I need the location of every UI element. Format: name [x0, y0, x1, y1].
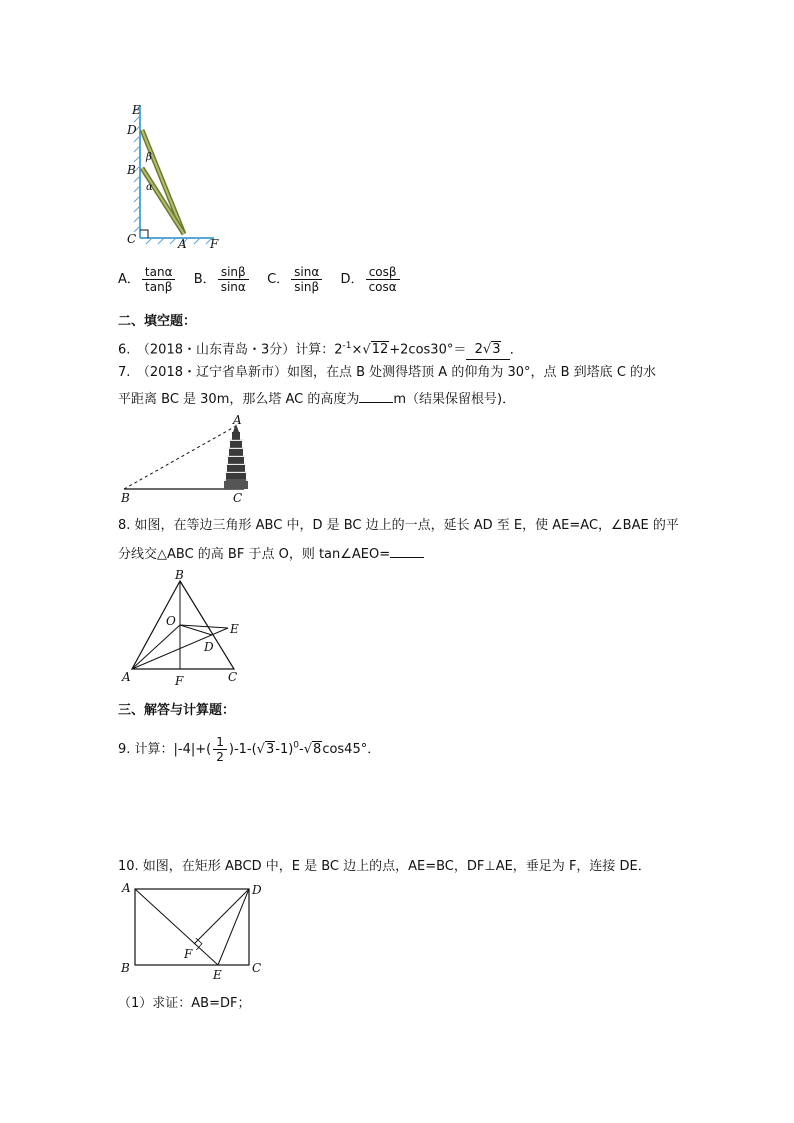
question-10: 10. 如图，在矩形 ABCD 中，E 是 BC 边上的点，AE=BC，DF⊥AE，垂足为 F，连接 DE． — [118, 859, 651, 874]
question-9: 9. 计算：|-4|+( $\frac{1}{2}$ )$-1-(√3-1)^0-√8\cos 45^\circ$． — [118, 735, 381, 764]
option-a[interactable]: A． $\frac{\tan\alpha}{\tan\beta}$ — [118, 272, 177, 287]
label-C: C — [252, 961, 262, 975]
label-D: D — [127, 123, 137, 137]
label-D: D — [252, 883, 262, 897]
label-beta: β — [146, 152, 152, 163]
question-7-line1: 7. （2018・辽宁省阜新市）如图，在点 B 处测得塔顶 A 的仰角为 30°，点 B 到塔底 C 的水 — [118, 365, 657, 380]
label-A: A — [122, 670, 131, 684]
label-A: A — [178, 237, 187, 251]
answer-blank[interactable] — [390, 545, 424, 558]
tower-figure — [116, 414, 266, 504]
label-C: C — [228, 670, 238, 684]
label-O: O — [166, 614, 176, 628]
answer-options — [118, 265, 402, 294]
question-8-line2: 分线交△ABC 的高 BF 于点 O，则 tan∠AEO= — [118, 545, 424, 564]
label-B: B — [121, 491, 130, 504]
question-7-line2: 平距离 BC 是 30m，那么塔 AC 的高度为 m（结果保留根号)． — [118, 392, 516, 407]
option-c[interactable]: C． $\frac{\sin\alpha}{\sin\beta}$ — [267, 272, 324, 287]
option-b[interactable]: B． $\frac{\sin\beta}{\sin\alpha}$ — [194, 272, 251, 287]
label-F: F — [184, 947, 193, 961]
ladder-figure — [122, 100, 232, 255]
label-A: A — [233, 414, 242, 427]
label-alpha: α — [146, 182, 153, 193]
section-solve: 三、解答与计算题： — [118, 703, 236, 718]
question-6: 6. （2018・山东青岛・3分）计算：$2^{-1}\times√12+2\cos 30^\circ= 2√3$ ． — [118, 337, 523, 360]
label-D: D — [204, 640, 214, 654]
section-fill-in: 二、填空题： — [118, 314, 197, 329]
question-8-line1: 8. 如图，在等边三角形 ABC 中，D 是 BC 边上的一点，延长 AD 至 E，使 AE=AC，∠BAE 的平 — [118, 518, 679, 533]
label-A: A — [122, 881, 131, 895]
option-d[interactable]: D． $\frac{\cos\beta}{\cos\alpha}$ — [341, 272, 402, 287]
triangle-figure — [118, 565, 258, 690]
label-E: E — [230, 622, 239, 636]
label-B: B — [127, 163, 136, 177]
label-C: C — [233, 491, 243, 504]
answer-blank[interactable] — [359, 390, 393, 403]
label-F: F — [210, 237, 219, 251]
label-C: C — [127, 232, 137, 246]
label-F: F — [175, 674, 184, 688]
label-B: B — [175, 568, 184, 582]
label-E: E — [132, 103, 141, 117]
rectangle-figure — [116, 878, 276, 986]
label-E: E — [213, 968, 222, 982]
label-B: B — [121, 961, 130, 975]
question-10-part1: （1）求证：AB=DF； — [118, 996, 251, 1011]
